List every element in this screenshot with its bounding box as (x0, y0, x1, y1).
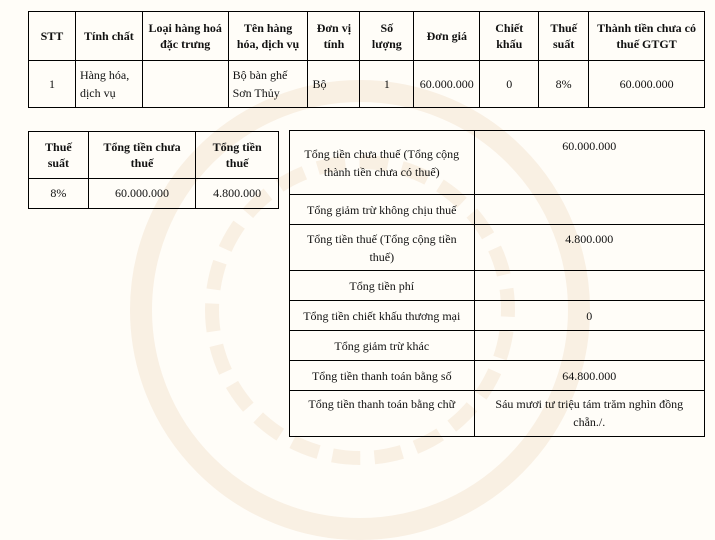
cell-ten-hang-hoa: Bộ bàn ghế Sơn Thủy (228, 61, 308, 108)
total-label: Tổng tiền thuế (Tổng cộng tiền thuế) (290, 225, 475, 271)
header-don-vi-tinh: Đơn vị tính (308, 12, 360, 61)
header-so-luong: Số lượng (360, 12, 414, 61)
tax-summary-table (28, 131, 279, 209)
total-value (474, 271, 704, 301)
total-label: Tổng tiền chưa thuế (Tổng cộng thành tiền chưa có thuế) (290, 131, 475, 195)
total-label: Tổng tiền chiết khấu thương mại (290, 301, 475, 331)
total-value: Sáu mươi tư triệu tám trăm nghìn đồng chẵn./. (474, 391, 704, 437)
cell-tong-tien-thue: 4.800.000 (196, 179, 279, 209)
cell-loai-hang-hoa (142, 61, 228, 108)
total-value (474, 195, 704, 225)
header-don-gia: Đơn giá (414, 12, 480, 61)
table-row (290, 131, 705, 195)
table-row (290, 331, 705, 361)
header-thue-suat: Thuế suất (29, 132, 89, 179)
table-row (290, 271, 705, 301)
cell-tong-tien-chua-thue: 60.000.000 (88, 179, 196, 209)
table-header-row (29, 132, 279, 179)
table-row (290, 225, 705, 271)
total-label: Tổng tiền thanh toán bằng chữ (290, 391, 475, 437)
total-value: 60.000.000 (474, 131, 704, 195)
cell-tinh-chat: Hàng hóa, dịch vụ (75, 61, 142, 108)
invoice-totals-table (289, 130, 705, 437)
header-tinh-chat: Tính chất (75, 12, 142, 61)
table-row (29, 61, 705, 108)
total-label: Tổng tiền thanh toán bằng số (290, 361, 475, 391)
header-tong-tien-thue: Tổng tiền thuế (196, 132, 279, 179)
cell-don-vi-tinh: Bộ (308, 61, 360, 108)
total-label: Tổng tiền phí (290, 271, 475, 301)
header-thanh-tien: Thành tiền chưa có thuế GTGT (589, 12, 705, 61)
table-row (290, 301, 705, 331)
cell-thue-suat: 8% (29, 179, 89, 209)
cell-thue-suat: 8% (539, 61, 589, 108)
table-row (290, 391, 705, 437)
table-row (29, 179, 279, 209)
cell-stt: 1 (29, 61, 76, 108)
total-label: Tổng giảm trừ không chịu thuế (290, 195, 475, 225)
cell-chiet-khau: 0 (480, 61, 539, 108)
table-row (290, 361, 705, 391)
table-row (290, 195, 705, 225)
header-tong-tien-chua-thue: Tổng tiền chưa thuế (88, 132, 196, 179)
table-header-row (29, 12, 705, 61)
header-ten-hang-hoa: Tên hàng hóa, dịch vụ (228, 12, 308, 61)
total-value: 4.800.000 (474, 225, 704, 271)
header-thue-suat: Thuế suất (539, 12, 589, 61)
invoice-items-table (28, 11, 705, 108)
total-value: 0 (474, 301, 704, 331)
total-value: 64.800.000 (474, 361, 704, 391)
header-chiet-khau: Chiết khấu (480, 12, 539, 61)
header-loai-hang-hoa: Loại hàng hoá đặc trưng (142, 12, 228, 61)
cell-don-gia: 60.000.000 (414, 61, 480, 108)
total-label: Tổng giảm trừ khác (290, 331, 475, 361)
total-value (474, 331, 704, 361)
cell-so-luong: 1 (360, 61, 414, 108)
header-stt: STT (29, 12, 76, 61)
cell-thanh-tien: 60.000.000 (589, 61, 705, 108)
